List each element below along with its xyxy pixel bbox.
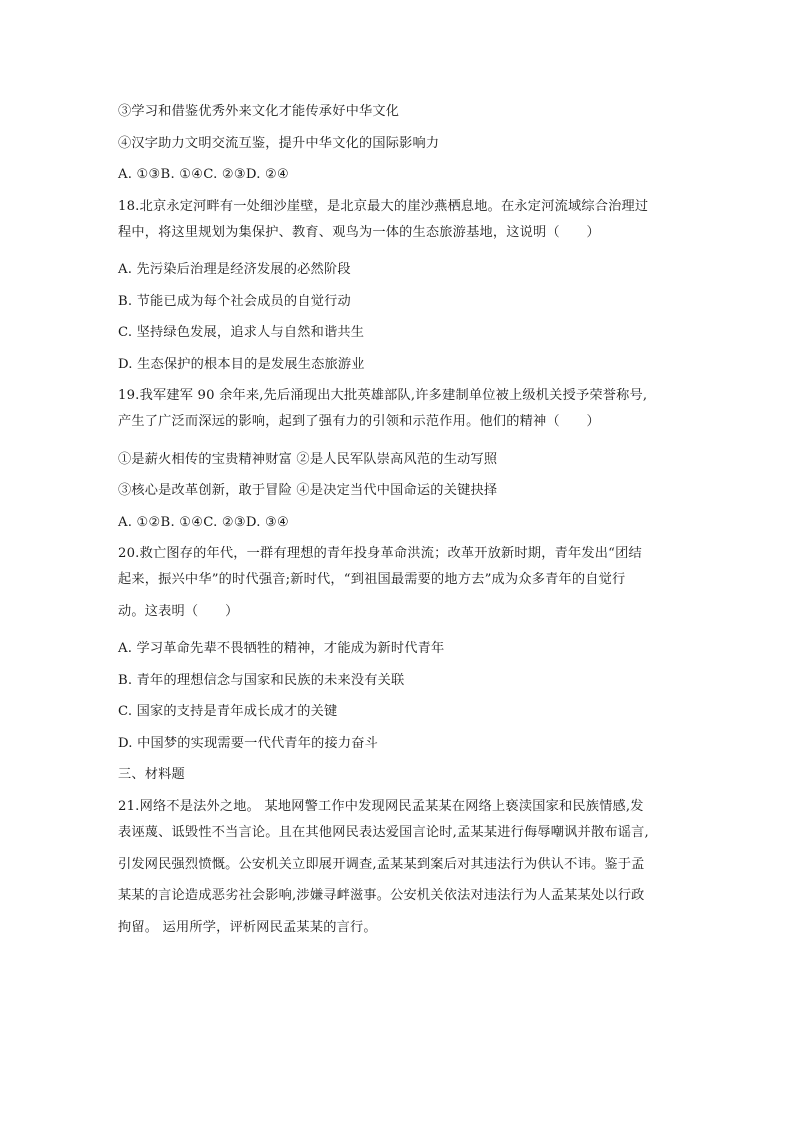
q21-stem-line-5: 拘留。 运用所学，评析网民孟某某的言行。 — [118, 919, 377, 935]
q20-stem-line-2: 起来，振兴中华”的时代强音;新时代，“到祖国最需要的地方去”成为众多青年的自觉行 — [118, 572, 626, 588]
q18-stem-line-2: 程中，将这里规划为集保护、教育、观鸟为一体的生态旅游基地，这说明（ ） — [118, 224, 600, 240]
q17-choice-3: ③学习和借鉴优秀外来文化才能传承好中华文化 — [118, 104, 400, 119]
q19-choices-3-4: ③核心是改革创新，敢于冒险 ④是决定当代中国命运的关键抉择 — [118, 483, 498, 499]
q17-choice-4: ④汉字助力文明交流互鉴，提升中华文化的国际影响力 — [118, 135, 440, 151]
q20-stem-line-3: 动。这表明（ ） — [118, 603, 239, 619]
q18-option-b: B. 节能已成为每个社会成员的自觉行动 — [118, 293, 351, 309]
q18-option-a: A. 先污染后治理是经济发展的必然阶段 — [118, 261, 351, 277]
q21-stem-line-2: 表诬蔑、诋毁性不当言论。且在其他网民表达爱国言论时,孟某某进行侮辱嘲讽并散布谣言, — [118, 825, 649, 841]
q20-stem-line-1: 20.救亡图存的年代，一群有理想的青年投身革命洪流；改革开放新时期，青年发出“团结 — [118, 546, 642, 562]
q19-choices-1-2: ①是薪火相传的宝贵精神财富 ②是人民军队崇高风范的生动写照 — [118, 451, 498, 467]
q21-stem-line-4: 某某的言论造成恶劣社会影响,涉嫌寻衅滋事。公安机关依法对违法行为人孟某某处以行政 — [118, 888, 645, 904]
document-content — [118, 101, 688, 954]
question-21 — [118, 796, 688, 943]
question-19 — [118, 385, 688, 438]
q18-option-d: D. 生态保护的根本目的是发展生态旅游业 — [118, 356, 365, 372]
q20-option-c: C. 国家的支持是青年成长成才的关键 — [118, 704, 338, 720]
section-title-materials: 三、材料题 — [118, 767, 185, 783]
q21-stem-line-1: 21.网络不是法外之地。 某地网警工作中发现网民孟某某在网络上亵渎国家和民族情感,发 — [118, 799, 644, 815]
q19-stem-line-1: 19.我军建军 90 余年来,先后涌现出大批英雄部队,许多建制单位被上级机关授予荣誉称号, — [118, 388, 648, 404]
q19-answer-options: A. ①②B. ①④C. ②③D. ③④ — [118, 514, 290, 530]
q19-stem-line-2: 产生了广泛而深远的影响，起到了强有力的引领和示范作用。他们的精神（ ） — [118, 414, 600, 430]
q20-option-d: D. 中国梦的实现需要一代代青年的接力奋斗 — [118, 735, 379, 751]
q20-option-a: A. 学习革命先辈不畏牺牲的精神，才能成为新时代青年 — [118, 641, 445, 657]
question-18 — [118, 196, 688, 249]
q17-answer-options: A. ①③B. ①④C. ②③D. ②④ — [118, 167, 290, 183]
q18-option-c: C. 坚持绿色发展，追求人与自然和谐共生 — [118, 325, 365, 341]
q21-stem-line-3: 引发网民强烈愤慨。公安机关立即展开调查,孟某某到案后对其违法行为供认不讳。鉴于孟 — [118, 856, 645, 872]
q18-stem-line-1: 18.北京永定河畔有一处细沙崖壁，是北京最大的崖沙燕栖息地。在永定河流域综合治理过 — [118, 198, 649, 214]
q20-option-b: B. 青年的理想信念与国家和民族的未来没有关联 — [118, 672, 405, 688]
question-20 — [118, 543, 688, 627]
